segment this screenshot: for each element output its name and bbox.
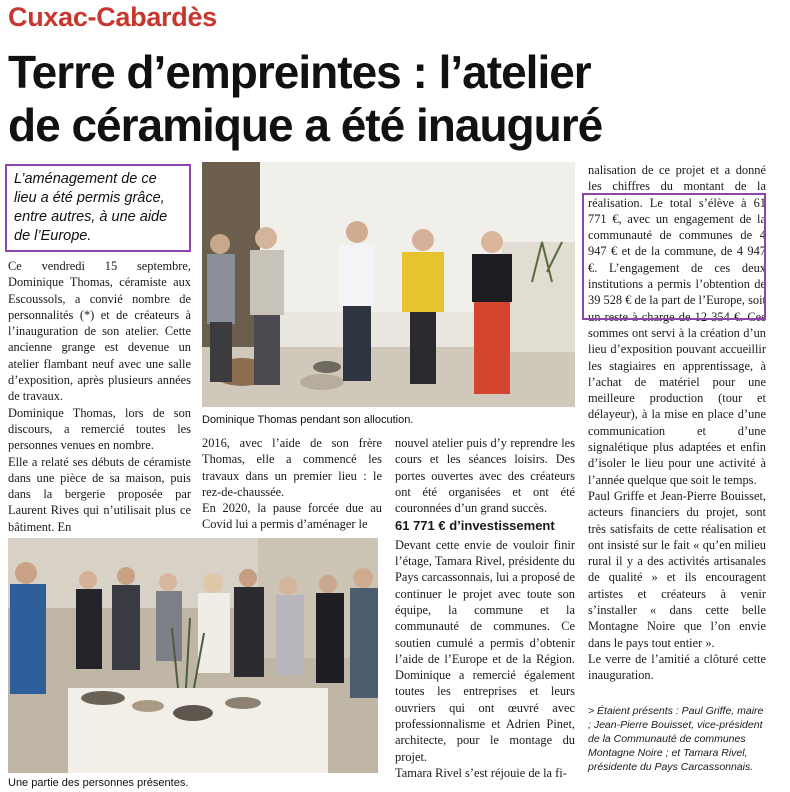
section-kicker: Cuxac-Cabardès [8, 2, 217, 32]
paragraph: Paul Griffe et Jean-Pierre Bouisset, acteurs financiers du projet, sont très satisfaits de cette réalisation et ont insisté sur le fait « qu’en milieu rural il y a des activités artisanales de qualité » et ils encouragent artistes et créateurs à venir s’installer « dans cette belle Montagne Noire que l’on envie dans le pays tout entier ». [588, 488, 766, 650]
photo-crowd-image [8, 538, 378, 773]
photo-speech-caption: Dominique Thomas pendant son allocution. [202, 414, 414, 426]
paragraph: Tamara Rivel s’est réjouie de la fi- [395, 765, 567, 780]
column-1 [8, 258, 191, 535]
paragraph: nouvel atelier puis d’y reprendre les cours et les séances loisirs. Des portes ouvertes avec des créateurs ont été organisées et ont été couronnées d’un grand succès. [395, 436, 575, 516]
paragraph: Dominique Thomas, lors de son discours, a remercié toutes les personnes venues en nombre. [8, 405, 191, 453]
paragraph: Elle a relaté ses débuts de céramiste dans une pièce de sa maison, puis dans la bergerie proposée par Laurent Rives qui n’utilisait plus ce bâtiment. En [8, 454, 191, 534]
lede-box: L’aménagement de ce lieu a été permis grâce, entre autres, à une aide de l’Europe. [5, 164, 191, 252]
figures-highlight-box [582, 193, 766, 320]
column-3 [395, 435, 575, 781]
paragraph: 2016, avec l’aide de son frère Thomas, elle a commencé les travaux dans un premier lieu : le rez-de-chaussée. [202, 436, 382, 499]
photo-speech [202, 162, 575, 407]
headline-line-1: Terre d’empreintes : l’atelier [8, 46, 591, 98]
headline-line-2: de céramique a été inauguré [8, 99, 603, 151]
article-headline [8, 46, 788, 152]
paragraph: Le verre de l’amitié a clôturé cette inauguration. [588, 651, 766, 683]
column-2 [202, 435, 382, 533]
photo-speech-image [202, 162, 575, 407]
photo-crowd-caption: Une partie des personnes présentes. [8, 777, 189, 789]
paragraph: nalisation de ce projet et a donné les chiffres du montant de la réalisation. Le total s’élève à 61 771 €, avec un engagement de la communauté de communes de 4 947 € et de la commune, de 4 947 €. L’engagement de ces deux institutions a permis l’obtention de 39 528 € de la part de l’Europe, soit un reste à charge de 12 354 €. Ces sommes ont servi à la création d’un lieu d’exposition pouvant accueillir les stagiaires en apprentissage, à l’achat de matériel pour une meilleure production (tour et délayeur), à la mise en place d’une communication et d’une signalétique plus adaptées et enfin d’isoler le lieu pour une activité à l’année quelque que soit le temps. [588, 163, 766, 487]
subheading: 61 771 € d’investissement [395, 518, 555, 534]
photo-crowd [8, 538, 378, 773]
paragraph: En 2020, la pause forcée due au Covid lui a permis d’aménager le [202, 501, 382, 532]
paragraph: Devant cette envie de vouloir finir l’étage, Tamara Rivel, présidente du Pays carcassonnais, lui a proposé de continuer le projet avec toute son équipe, la commune et la communauté de communes. Ce soutien cumulé a permis d’obtenir l’aide de l’Europe et de la Région. Dominique a remercié également toutes les entreprises et leurs ouvriers qui ont œuvré avec professionnalisme et Adrien Pinet, architecte, pour le montage du projet. [395, 537, 575, 764]
footnote: > Étaient présents : Paul Griffe, maire ; Jean-Pierre Bouisset, vice-président de la Communauté de communes Montagne Noire ; et Tamara Rivel, présidente du Pays Carcassonnais. [588, 704, 764, 773]
paragraph: Ce vendredi 15 septembre, Dominique Thomas, céramiste aux Escoussols, a convié nombre de personnalités (*) et de créateurs à l’inauguration de son atelier. Cette ancienne grange est devenue un atelier flambant neuf avec une salle d’exposition, après plusieurs années de travaux. [8, 259, 191, 404]
